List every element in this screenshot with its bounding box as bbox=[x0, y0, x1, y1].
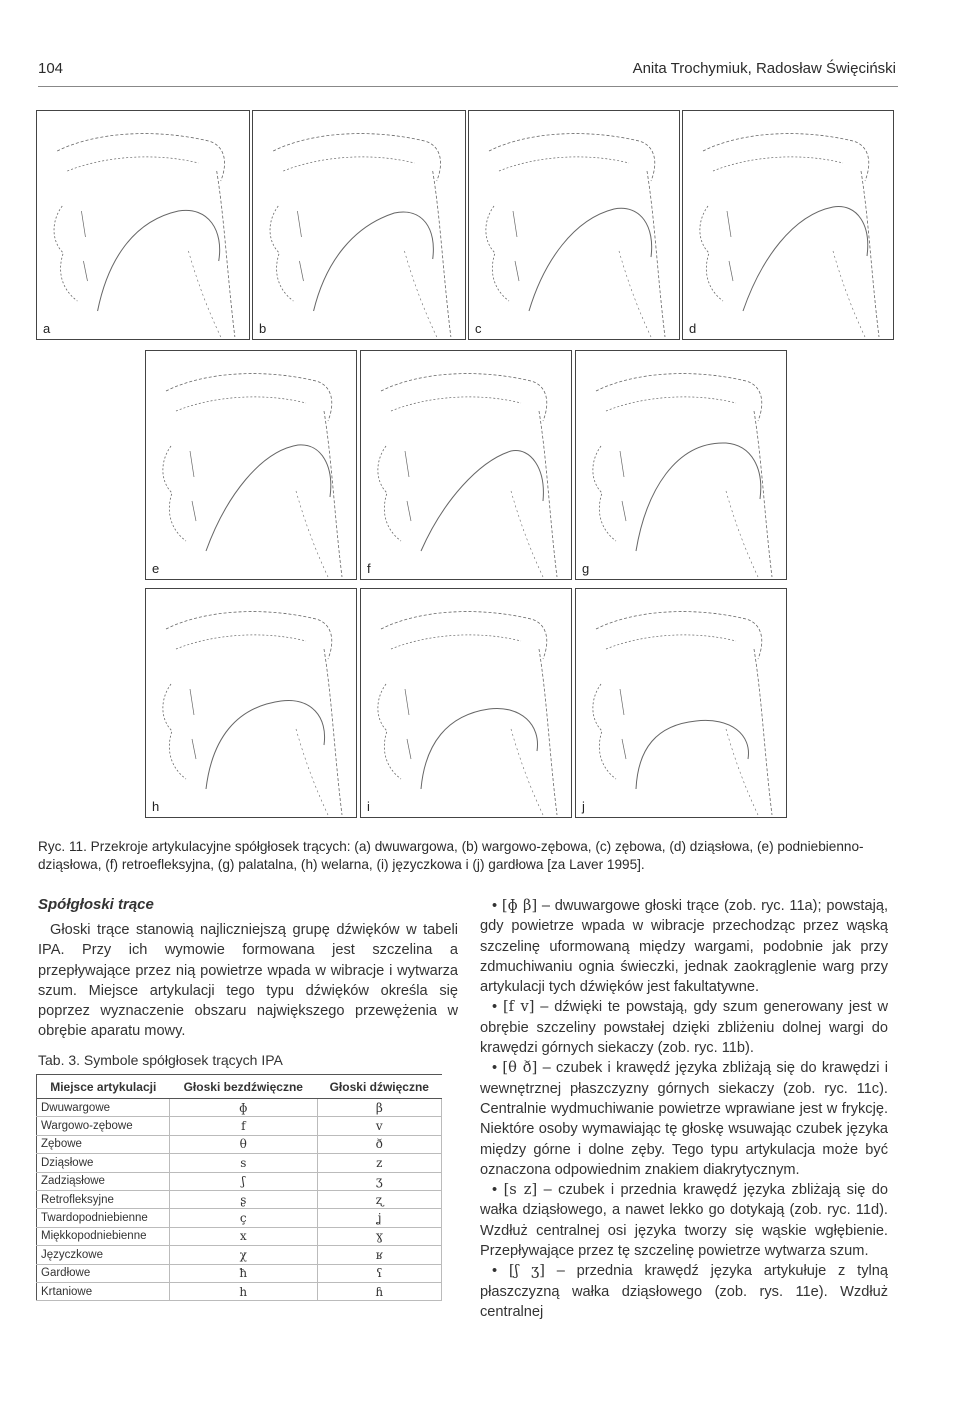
outline-stroke bbox=[620, 451, 624, 477]
voiced-cell: ð bbox=[317, 1135, 441, 1153]
voiced-cell: z bbox=[317, 1154, 441, 1172]
table-caption: Tab. 3. Symbole spółgłosek trących IPA bbox=[38, 1052, 283, 1068]
outline-stroke bbox=[593, 446, 616, 541]
place-cell: Gardłowe bbox=[37, 1264, 170, 1282]
figure-panel-i bbox=[360, 588, 572, 818]
outline-stroke bbox=[324, 411, 342, 577]
outline-stroke bbox=[192, 739, 196, 759]
table-row bbox=[37, 1154, 442, 1172]
table-header-voiced: Głoski dźwięczne bbox=[317, 1075, 441, 1099]
outline-stroke bbox=[405, 689, 409, 715]
page-number: 104 bbox=[38, 60, 64, 77]
voiced-cell: β bbox=[317, 1099, 441, 1117]
panel-letter: c bbox=[475, 321, 482, 336]
outline-stroke bbox=[57, 134, 224, 181]
panel-letter: a bbox=[43, 321, 51, 336]
header-rule bbox=[38, 86, 898, 87]
table-row bbox=[37, 1264, 442, 1282]
place-cell: Twardopodniebienne bbox=[37, 1209, 170, 1227]
table-header-row bbox=[37, 1075, 442, 1099]
outline-stroke bbox=[283, 157, 414, 171]
outline-stroke bbox=[192, 501, 196, 521]
table-header-voiceless: Głoski bezdźwięczne bbox=[170, 1075, 318, 1099]
outline-stroke bbox=[404, 251, 436, 337]
sagittal-section-drawing bbox=[576, 589, 786, 817]
outline-stroke bbox=[713, 157, 843, 171]
outline-stroke bbox=[81, 211, 85, 237]
outline-stroke bbox=[636, 443, 761, 551]
outline-stroke bbox=[190, 451, 194, 477]
outline-stroke bbox=[620, 689, 624, 715]
outline-stroke bbox=[83, 261, 87, 281]
voiceless-cell: ʃ bbox=[170, 1172, 318, 1190]
panel-letter: h bbox=[152, 799, 160, 814]
outline-stroke bbox=[190, 689, 194, 715]
outline-stroke bbox=[606, 635, 736, 649]
table-row bbox=[37, 1135, 442, 1153]
outline-stroke bbox=[421, 708, 538, 789]
outline-stroke bbox=[700, 206, 723, 301]
voiced-cell: ʝ bbox=[317, 1209, 441, 1227]
table-row bbox=[37, 1117, 442, 1135]
panel-letter: e bbox=[152, 561, 160, 576]
figure-panel-e bbox=[145, 350, 357, 580]
outline-stroke bbox=[54, 206, 77, 301]
voiced-cell: ʐ bbox=[317, 1190, 441, 1208]
sagittal-section-drawing bbox=[576, 351, 786, 579]
figure-panel-j bbox=[575, 588, 787, 818]
outline-stroke bbox=[391, 397, 521, 411]
outline-stroke bbox=[539, 411, 557, 577]
place-cell: Krtaniowe bbox=[37, 1282, 170, 1300]
outline-stroke bbox=[513, 211, 517, 237]
place-cell: Wargowo-zębowe bbox=[37, 1117, 170, 1135]
sagittal-section-drawing bbox=[469, 111, 679, 339]
description-text: – dźwięki te powstają, gdy szum generowany jest w obrębie szczeliny powstałej dzięki zbliżeniu dolnej wargi do krawędzi górnych siekaczy (zob. ryc. 11b). bbox=[480, 999, 888, 1057]
outline-stroke bbox=[407, 739, 411, 759]
panel-letter: f bbox=[367, 561, 371, 576]
voiceless-cell: f bbox=[170, 1117, 318, 1135]
voiced-cell: v bbox=[317, 1117, 441, 1135]
voiceless-cell: ɸ bbox=[170, 1099, 318, 1117]
outline-stroke bbox=[511, 491, 543, 577]
outline-stroke bbox=[754, 411, 772, 577]
outline-stroke bbox=[726, 729, 758, 815]
outline-stroke bbox=[273, 134, 440, 181]
voiceless-cell: θ bbox=[170, 1135, 318, 1153]
figure-panel-d bbox=[682, 110, 894, 340]
description-text: – czubek i przednia krawędź języka zbliżają się do wałka dziąsłowego, a nawet lekko go dotykają (zob. ryc. 11d). Wzdłuż centralnej osi języka tworzy się wąskie wgłębienie. Przepływające przez tę szczelinę powietrze wytwarza szum. bbox=[480, 1182, 888, 1260]
voiced-cell: ɦ bbox=[317, 1282, 441, 1300]
outline-stroke bbox=[833, 251, 865, 337]
voiced-cell: ɣ bbox=[317, 1227, 441, 1245]
outline-stroke bbox=[647, 171, 665, 337]
place-cell: Zadziąsłowe bbox=[37, 1172, 170, 1190]
figure-panel-h bbox=[145, 588, 357, 818]
sagittal-section-drawing bbox=[146, 351, 356, 579]
sagittal-section-drawing bbox=[146, 589, 356, 817]
outline-stroke bbox=[726, 491, 758, 577]
outline-stroke bbox=[593, 684, 616, 779]
outline-stroke bbox=[407, 501, 411, 521]
outline-stroke bbox=[297, 211, 301, 237]
ipa-symbols: [ɸ β] bbox=[501, 897, 538, 914]
outline-stroke bbox=[378, 446, 401, 541]
outline-stroke bbox=[378, 684, 401, 779]
place-cell: Języczkowe bbox=[37, 1246, 170, 1264]
voiced-cell: ʁ bbox=[317, 1246, 441, 1264]
outline-stroke bbox=[206, 700, 325, 789]
ipa-fricatives-table bbox=[36, 1074, 442, 1301]
figure-panel-g bbox=[575, 350, 787, 580]
sagittal-section-drawing bbox=[683, 111, 893, 339]
fricative-description: • [f v] – dźwięki te powstają, gdy szum generowany jest w obrębie szczeliny powstałej dzięki zbliżeniu dolnej wargi do krawędzi górnych siekaczy (zob. ryc. 11b). bbox=[480, 998, 888, 1057]
outline-stroke bbox=[499, 157, 629, 171]
sagittal-section-drawing bbox=[361, 351, 571, 579]
outline-stroke bbox=[296, 491, 328, 577]
place-cell: Retrofleksyjne bbox=[37, 1190, 170, 1208]
outline-stroke bbox=[166, 612, 332, 659]
voiceless-cell: h bbox=[170, 1282, 318, 1300]
outline-stroke bbox=[596, 612, 762, 659]
figure-panel-f bbox=[360, 350, 572, 580]
outline-stroke bbox=[539, 649, 557, 815]
table-row bbox=[37, 1227, 442, 1245]
sagittal-section-drawing bbox=[361, 589, 571, 817]
panel-letter: g bbox=[582, 561, 590, 576]
place-cell: Dziąsłowe bbox=[37, 1154, 170, 1172]
outline-stroke bbox=[636, 720, 748, 789]
fricative-description: • [ʃ ʒ] – przednia krawędź języka artykułuje z tylną płaszczyzną wałka dziąsłowego (zob. rys. 11e). Wzdłuż centralnej bbox=[480, 1262, 888, 1320]
ipa-symbols: [f v] bbox=[502, 998, 535, 1016]
panel-letter: d bbox=[689, 321, 697, 336]
ipa-symbols: [s z] bbox=[503, 1181, 538, 1199]
outline-stroke bbox=[176, 397, 306, 411]
outline-stroke bbox=[391, 635, 521, 649]
voiceless-cell: ʂ bbox=[170, 1190, 318, 1208]
panel-letter: b bbox=[259, 321, 267, 336]
outline-stroke bbox=[622, 501, 626, 521]
table-row bbox=[37, 1246, 442, 1264]
outline-stroke bbox=[727, 211, 731, 237]
table-row bbox=[37, 1209, 442, 1227]
table-row bbox=[37, 1282, 442, 1300]
outline-stroke bbox=[296, 729, 328, 815]
outline-stroke bbox=[622, 739, 626, 759]
sagittal-section-drawing bbox=[37, 111, 249, 339]
outline-stroke bbox=[163, 446, 186, 541]
figure-caption: Ryc. 11. Przekroje artykulacyjne spółgłosek trących: (a) dwuwargowa, (b) wargowo-zębowa, (c) zębowa, (d) dziąsłowa, (e) podniebienno-dziąsłowa, (f) retroefleksyjna, (g) palatalna, (h) welarna, (i) języczkowa i (j) gardłowa [za Laver 1995]. bbox=[38, 839, 864, 872]
voiced-cell: ʕ bbox=[317, 1264, 441, 1282]
outline-stroke bbox=[381, 612, 547, 659]
panel-letter: i bbox=[367, 799, 370, 814]
fricative-description: • [θ ð] – czubek i krawędź języka zbliżają się do krawędzi i wewnętrznej płaszczyzny górnych siekaczy (zob. ryc. 11c). Centralnie wydmuchiwanie powietrze wprawiane jest w frykcję. Niektóre osoby wymawiając tę głoskę wsuwając czubek języka między górne i dolne zęby. Tego typu artykulacja może być oznaczona odpowiednim znakiem diakrytycznym. bbox=[480, 1059, 888, 1178]
outline-stroke bbox=[743, 207, 868, 311]
outline-stroke bbox=[405, 451, 409, 477]
outline-stroke bbox=[486, 206, 509, 301]
table-header-place: Miejsce artykulacji bbox=[37, 1075, 170, 1099]
running-head: Anita Trochymiuk, Radosław Święciński bbox=[632, 60, 896, 77]
table-row bbox=[37, 1190, 442, 1208]
figure-panel-b bbox=[252, 110, 466, 340]
voiceless-cell: ç bbox=[170, 1209, 318, 1227]
outline-stroke bbox=[729, 261, 733, 281]
voiceless-cell: χ bbox=[170, 1246, 318, 1264]
description-text: – czubek i krawędź języka zbliżają się do krawędzi i wewnętrznej płaszczyzny górnych siekaczy (zob. ryc. 11c). Centralnie wydmuchiwanie powietrze wprawiane jest w frykcję. Niektóre osoby wymawiając tę głoskę wsuwając czubek języka między górne i dolne zęby. Tego typu artykulacja może być oznaczona odpowiednim znakiem diakrytycznym. bbox=[480, 1060, 888, 1178]
outline-stroke bbox=[166, 374, 332, 421]
panel-letter: j bbox=[582, 799, 585, 814]
outline-stroke bbox=[163, 684, 186, 779]
ipa-symbols: [ʃ ʒ] bbox=[508, 1262, 545, 1280]
place-cell: Zębowe bbox=[37, 1135, 170, 1153]
description-text: – przednia krawędź języka artykułuje z tylną płaszczyzną wałka dziąsłowego (zob. rys. 11e). Wzdłuż centralnej bbox=[480, 1263, 888, 1320]
outline-stroke bbox=[206, 445, 331, 551]
section-heading: Spółgłoski trące bbox=[38, 896, 154, 913]
outline-stroke bbox=[703, 134, 869, 181]
outline-stroke bbox=[596, 374, 762, 421]
outline-stroke bbox=[98, 210, 220, 311]
outline-stroke bbox=[489, 134, 655, 181]
place-cell: Dwuwargowe bbox=[37, 1099, 170, 1117]
outline-stroke bbox=[67, 157, 198, 171]
fricative-description: • [ɸ β] – dwuwargowe głoski trące (zob. ryc. 11a); powstają, gdy powietrze wpada w wibracje przechodząc przez wąską szczelinę uformowaną między wargami, podobnie jak przy zdmuchiwaniu ognia świeczki, jednak zaokrąglenie warg przy artykulacji tych dźwięków jest fakultatywne. bbox=[480, 897, 888, 996]
sagittal-section-drawing bbox=[253, 111, 465, 339]
outline-stroke bbox=[511, 729, 543, 815]
intro-paragraph: Głoski trące stanowią najliczniejszą grupę dźwięków w tabeli IPA. Przy ich wymowie formowana jest szczelina a przepływające przez nią powietrze wpada w wibracje i wytwarza szum. Miejsce artykulacji tego typu dźwięków określa się poprzez wyznaczenie obszaru największego przewężenia w obrębie aparatu mowy. bbox=[38, 922, 458, 1040]
voiceless-cell: x bbox=[170, 1227, 318, 1245]
outline-stroke bbox=[324, 649, 342, 815]
outline-stroke bbox=[270, 206, 293, 301]
place-cell: Miękkopodniebienne bbox=[37, 1227, 170, 1245]
outline-stroke bbox=[176, 635, 306, 649]
voiced-cell: ʒ bbox=[317, 1172, 441, 1190]
table-row bbox=[37, 1099, 442, 1117]
figure-panel-c bbox=[468, 110, 680, 340]
outline-stroke bbox=[433, 171, 451, 337]
outline-stroke bbox=[421, 451, 543, 551]
figure-panel-a bbox=[36, 110, 250, 340]
outline-stroke bbox=[619, 251, 651, 337]
outline-stroke bbox=[381, 374, 547, 421]
fricative-description: • [s z] – czubek i przednia krawędź języka zbliżają się do wałka dziąsłowego, a nawet lekko go dotykają (zob. ryc. 11d). Wzdłuż centralnej osi języka tworzy się wąskie wgłębienie. Przepływające przez tę szczelinę powietrze wytwarza szum. bbox=[480, 1181, 888, 1260]
right-column bbox=[480, 896, 888, 1322]
outline-stroke bbox=[188, 251, 220, 337]
voiceless-cell: ħ bbox=[170, 1264, 318, 1282]
outline-stroke bbox=[515, 261, 519, 281]
outline-stroke bbox=[754, 649, 772, 815]
outline-stroke bbox=[299, 261, 303, 281]
outline-stroke bbox=[314, 212, 434, 311]
table-row bbox=[37, 1172, 442, 1190]
outline-stroke bbox=[861, 171, 879, 337]
outline-stroke bbox=[606, 397, 736, 411]
ipa-symbols: [θ ð] bbox=[502, 1059, 538, 1077]
voiceless-cell: s bbox=[170, 1154, 318, 1172]
description-text: – dwuwargowe głoski trące (zob. ryc. 11a); powstają, gdy powietrze wpada w wibracje przechodząc przez wąską szczelinę uformowaną między wargami, podobnie jak przy zdmuchiwaniu ognia świeczki, jednak zaokrąglenie warg przy artykulacji tych dźwięków jest fakultatywne. bbox=[480, 898, 888, 996]
